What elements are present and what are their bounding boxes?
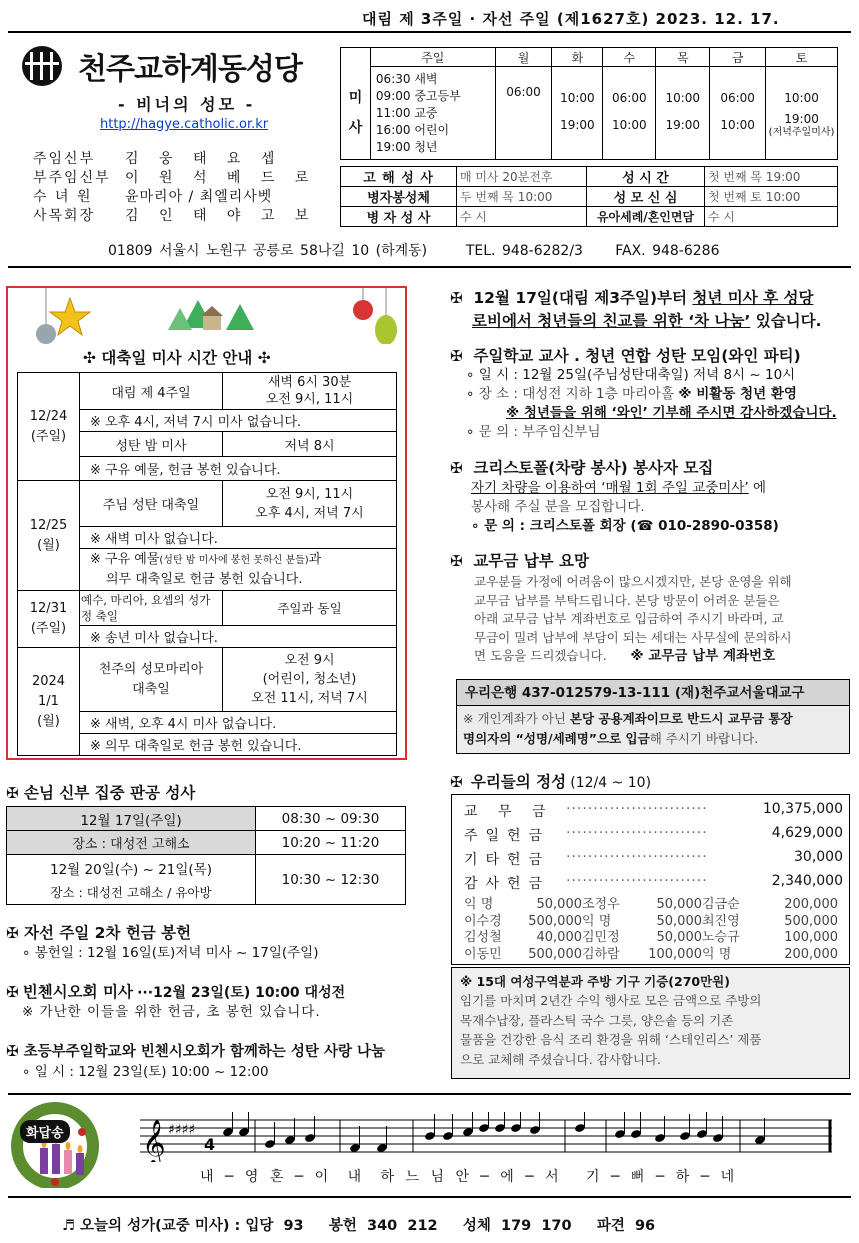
parish-logo-icon xyxy=(20,44,75,88)
parish-name: 천주교하계동성당 xyxy=(78,52,302,87)
kitchen-donation-box: ※ 15대 여성구역분과 주방 기구 기증(270만원) 임기를 마치며 2년간 수익 행사로 모은 금액으로 주방의 목재수납장, 플라스틱 국수 그릇, 양은솥 등의 기존 물품을 건강한 음식 조리 환경을 위해 ‘스테인리스’ 제품 으로 교체해 주셨습니다. 감사합니다. xyxy=(451,967,850,1079)
vincent-line: ※ 가난한 이들을 위한 헌금, 초 봉헌 있습니다. xyxy=(22,1004,321,1020)
psalm-label: 화답송 xyxy=(20,1120,70,1143)
christmas-mass-table: 12/24 (주일) 대림 제 4주일 새벽 6시 30분 오전 9시, 11시 ※ 오후 4시, 저녁 7시 미사 없습니다. 성탄 밤 미사 저녁 8시 ※ 구유 예물, 헌금 봉헌 있습니다. 12/25 (월) 주님 성탄 대축일 오전 9시, 11시 오후 4시, 저녁 7시 ※ 새벽 미사 없습니다. ※ 구유 예물(성탄 밤 미사에 봉헌 못하신 분들)과 의무 대축일로 헌금 봉헌 있습니다. 12/31 (주일) 예수, 마리아, 요셉의 성가정 축일 주일과 동일 ※ 송년 미사 없습니다. 2024 1/1 (월) 천주의 성모마리아 대축일 오전 9시 (어린이, 청소년) 오전 11시, 저녁 7시 ※ 새벽, 오후 4시 미사 없습니다. ※ 의무 대축일로 헌금 봉헌 있습니다. xyxy=(17,372,397,756)
notice-driver-title: ✠ 크리스토폴(차량 봉사) 봉사자 모집 xyxy=(450,459,714,477)
advent-wreath-icon xyxy=(10,1098,100,1188)
confession-title: ✠ 손님 신부 집중 판공 성사 xyxy=(6,784,196,802)
psalm-staff-notation xyxy=(140,1112,835,1162)
confession-table: 12월 17일(주일) 08:30 ~ 09:30 장소 : 대성전 고해소 10:20 ~ 11:20 12월 20일(수) ~ 21일(목) 10:30 ~ 12:30 장소 : 대성전 고해소 / 유아방 xyxy=(6,806,406,905)
svg-text:4: 4 xyxy=(204,1135,216,1154)
christmas-mass-box xyxy=(6,286,407,760)
share-line: ∘ 일 시 : 12월 23일(토) 10:00 ~ 12:00 xyxy=(22,1064,269,1080)
christmas-decoration-icon xyxy=(8,288,405,344)
address-line: 01809 서울시 노원구 공릉로 58나길 10 (하계동) TEL. 948-6282/3 FAX. 948-6286 xyxy=(108,243,720,259)
notice-party-title: ✠ 주일학교 교사 . 청년 연합 성탄 모임(와인 파티) xyxy=(450,347,801,365)
psalm-lyrics: 내 ─ 영 혼 ─ 이 내 하 느 님 안 ─ 에 ─ 서 기 ─ 뻐 ─ 하 ─ 네 xyxy=(200,1169,738,1185)
staff-list: 주임신부 김 웅 태 요 셉 부주임신부 이 원 석 베 드 로 수 녀 원 윤마리아 / 최엘리사벳 사목회장 김 인 태 야 고 보 xyxy=(33,151,317,224)
mass-schedule-table: 주일 월 화 수 목 금 토 미 사 06:30 새벽 09:00 중고등부 11:00 교중 16:00 어린이 19:00 청년 06:00 10:00 19:00 06:00 10:00 10:00 19:00 06:00 10:00 10:00 19:00 (저녁주일미사) xyxy=(340,47,838,160)
share-title: ✠ 초등부주일학교와 빈첸시오회가 함께하는 성탄 사랑 나눔 xyxy=(6,1042,386,1060)
notice-dues-body: 교우분들 가정에 어려움이 많으시겠지만, 본당 운영을 위해 교무금 납부를 부탁드립니다. 본당 방문이 어려운 분들은 아래 교무금 납부 계좌번호로 입금하여 주시기 바라며, 교 무금이 밀려 납부에 부담이 되는 세대는 사무실에 문의하시 면 도움을 드리겠습니다. ※ 교무금 납부 계좌번호 xyxy=(474,574,792,664)
todays-hymns: ♬ 오늘의 성가(교중 미사) : 입당 93 봉헌 340 212 성체 179 170 파견 96 xyxy=(62,1218,656,1234)
christmas-title: ✣ 대축일 미사 시간 안내 ✣ xyxy=(83,349,271,367)
svg-text:♯♯♯♯: ♯♯♯♯ xyxy=(168,1122,196,1138)
notice-tea: ✠ 12월 17일(대림 제3주일)부터 청년 미사 후 성당 로비에서 청년들의 친교를 위한 ‘차 나눔’ 있습니다. xyxy=(450,289,822,330)
donor-row: 이수경 500,000 익 명 50,000 최진영 500,000 xyxy=(464,913,838,929)
second-collection-title: ✠ 자선 주일 2차 헌금 봉헌 xyxy=(6,924,192,942)
bank-account-box: 우리은행 437-012579-13-111 (재)천주교서울대교구 ※ 개인계좌가 아닌 본당 공용계좌이므로 반드시 교무금 통장 명의자의 “성명/세례명”으로 입금해 주시기 바랍니다. xyxy=(456,679,850,754)
donor-row: 익 명 50,000 조정우 50,000 김금순 200,000 xyxy=(464,897,838,912)
date-line: 대림 제 3주일 · 자선 주일 (제1627호) 2023. 12. 17. xyxy=(362,10,780,28)
donor-row: 이동민 500,000 김하람 100,000 익 명 200,000 xyxy=(464,946,838,962)
parish-url[interactable]: http://hagye.catholic.or.kr xyxy=(100,117,269,132)
second-collection-line: ∘ 봉헌일 : 12월 16일(토)저녁 미사 ~ 17일(주일) xyxy=(22,945,319,961)
offering-box: 교 무 금 ·························· 10,375,000 주일헌금 ·························· 4,629,000 기타헌금 ·························· 30,000 감사헌금 ·························· 2,340,000 익 명 50,000 조정우 50,000 김금순 200,000 이수경 500,000 익 명 50,000 최진영 500,000 김성철 40,000 김민정 50,000 노승규 100,000 이동민 500,000 김하람 100,000 익 명 200,000 xyxy=(451,794,850,965)
notice-party-body: ∘ 일 시 : 12월 25일(주님성탄대축일) 저녁 8시 ~ 10시 ∘ 장 소 : 대성전 지하 1층 마리아홀 ※ 비활동 청년 환영 ※ 청년들을 위해 ‘와인’ 기부해 주시면 감사하겠습니다. ∘ 문 의 : 부주임신부님 xyxy=(466,367,837,440)
patron: - 비너의 성모 - xyxy=(118,95,256,114)
donor-row: 김성철 40,000 김민정 50,000 노승규 100,000 xyxy=(464,930,838,945)
notice-dues-title: ✠ 교무금 납부 요망 xyxy=(450,552,589,570)
vincent-title: ✠ 빈첸시오회 미사 ···12월 23일(토) 10:00 대성전 xyxy=(6,983,346,1001)
sacrament-table: 고 해 성 사 매 미사 20분전후 성 시 간 첫 번째 목 19:00 병자봉성체 두 번째 목 10:00 성 모 신 심 첫 번째 토 10:00 병 자 성 사 수 시 유아세례/혼인면담 수 시 xyxy=(340,166,838,227)
notice-driver-body: 자기 차량을 이용하여 ‘매월 1회 주일 교중미사’ 에 봉사해 주실 분을 모집합니다. ∘ 문 의 : 크리스토폴 회장 (☎ 010-2890-0358) xyxy=(471,480,779,534)
offering-title: ✠ 우리들의 정성 (12/4 ~ 10) xyxy=(450,773,652,791)
svg-text:𝄞: 𝄞 xyxy=(142,1120,166,1162)
